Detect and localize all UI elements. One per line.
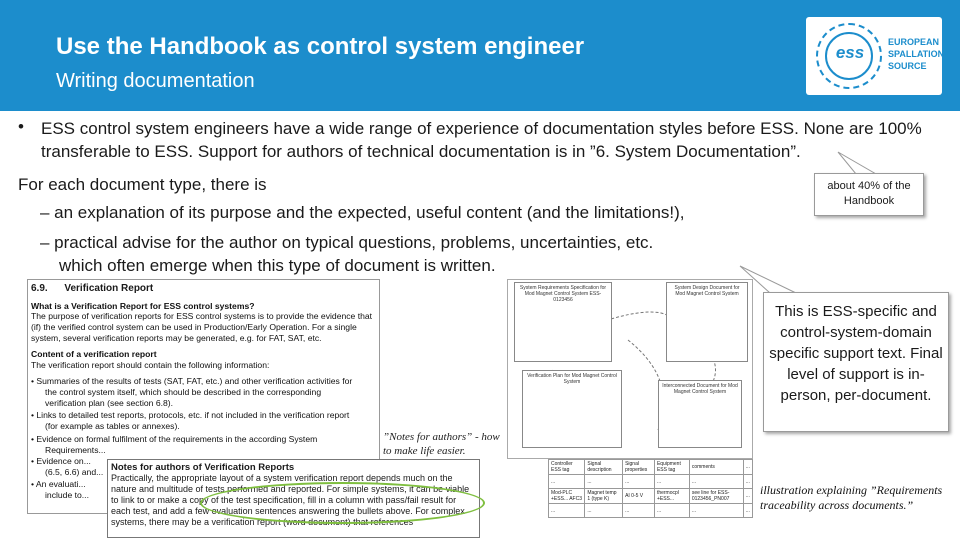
callout-text: This is ESS-specific and control-system-domain specific support text. Final level of support is in-person, per-document. — [769, 303, 943, 404]
notes-hint-annotation: ”Notes for authors” - how to make life easier. — [383, 431, 500, 457]
excerpt-line: include to... — [45, 490, 89, 500]
slide-subtitle: Writing documentation — [56, 70, 255, 92]
table-row: ... ... ... ... ... ... — [549, 475, 753, 489]
excerpt-line: verification plan (see section 6.8). — [45, 398, 174, 408]
list-item: – practical advise for the author on typical questions, problems, uncertainties, etc. — [40, 233, 654, 252]
excerpt-line: What is a Verification Report for ESS control systems? — [31, 301, 255, 311]
excerpt-line: (if) the verified control system can be used in Production/Early Operation. For a single — [31, 322, 357, 332]
table-row: ... ... ... ... ... ... — [549, 504, 753, 518]
excerpt-line: system, several verification reports may be generated, e.g. for FAT, SAT, etc. — [31, 333, 322, 343]
highlight-ellipse — [200, 482, 485, 524]
table-header-row: Controller ESS tag Signal description Signal properties Equipment ESS tag comments ... — [549, 460, 753, 475]
excerpt-line: (6.5, 6.6) and... — [45, 467, 104, 477]
logo-text: EUROPEAN SPALLATION SOURCE — [888, 37, 945, 71]
excerpt-line: Content of a verification report — [31, 349, 157, 359]
ess-logo — [806, 17, 945, 95]
excerpt-line: (for example as tables or annexes). — [45, 421, 180, 431]
support-callout — [763, 292, 949, 432]
handbook-share-callout — [814, 173, 924, 216]
excerpt-line: • An evaluati... — [31, 479, 86, 489]
callout-text: about 40% of the Handbook — [827, 180, 911, 207]
lead-line: For each document type, there is — [18, 175, 267, 194]
table-row: Mod-PLC +ESS... AFC3 Magnet temp 1 (type K) AI 0-5 V thermocpl +ESS... see line for ESS-0123456_PN007 ... — [549, 489, 753, 504]
slide-title: Use the Handbook as control system engineer — [56, 33, 585, 60]
traceability-annotation: illustration explaining ”Requirements traceability across documents.” — [760, 483, 943, 512]
traceability-table — [548, 459, 753, 518]
excerpt-line: the control system itself, which should be described in the corresponding — [45, 387, 322, 397]
excerpt-line: • Evidence on formal fulfilment of the requirements in the according System — [31, 434, 318, 444]
intro-paragraph: ESS control system engineers have a wide range of experience of documentation styles before ESS. None are 100% transferable to ESS. Support for authors of technical documentation is in ”6. System Documentation”. — [41, 119, 922, 161]
list-item-continuation: which often emerge when this type of document is written. — [59, 256, 496, 275]
diagram-box-interconnect: Interconnected Document for Mod Magnet Control System — [658, 380, 742, 448]
excerpt-line: • Evidence on... — [31, 456, 91, 466]
bullet-dot: • — [18, 117, 24, 136]
diagram-box-srs: System Requirements Specification for Mod Magnet Control System ESS-0123456 — [514, 282, 612, 362]
diagram-box-verification-plan: Verification Plan for Mod Magnet Control System — [522, 370, 622, 448]
excerpt-heading: 6.9. Verification Report — [31, 283, 154, 294]
excerpt-line: The verification report should contain the following information: — [31, 360, 270, 370]
diagram-box-design: System Design Document for Mod Magnet Control System — [666, 282, 748, 362]
excerpt-line: • Links to detailed test reports, protocols, etc. if not included in the verification report — [31, 410, 350, 420]
excerpt-line: The purpose of verification reports for ESS control systems is to provide the evidence that — [31, 311, 373, 321]
notes-text: Practically, the appropriate layout of a system verification report depends much on the nature and multitude of tests performed and reported. For simple systems, it can be viable to link to or make a copy of the test specification, fill in a column with pass/fail result for each test, and add a few evaluation sentences answering the bullets above. For complex systems, there may be a verification report (word document) that references — [111, 473, 470, 527]
excerpt-line: Requirements... — [45, 445, 106, 455]
notes-heading: Notes for authors of Verification Reports — [111, 462, 295, 473]
excerpt-line: • Summaries of the results of tests (SAT, FAT, etc.) and other verification activities for — [31, 376, 353, 386]
list-item: – an explanation of its purpose and the expected, useful content (and the limitations!), — [40, 203, 685, 222]
logo-mark: ess — [835, 43, 865, 62]
header-banner — [0, 0, 960, 111]
traceability-diagram — [507, 279, 753, 459]
